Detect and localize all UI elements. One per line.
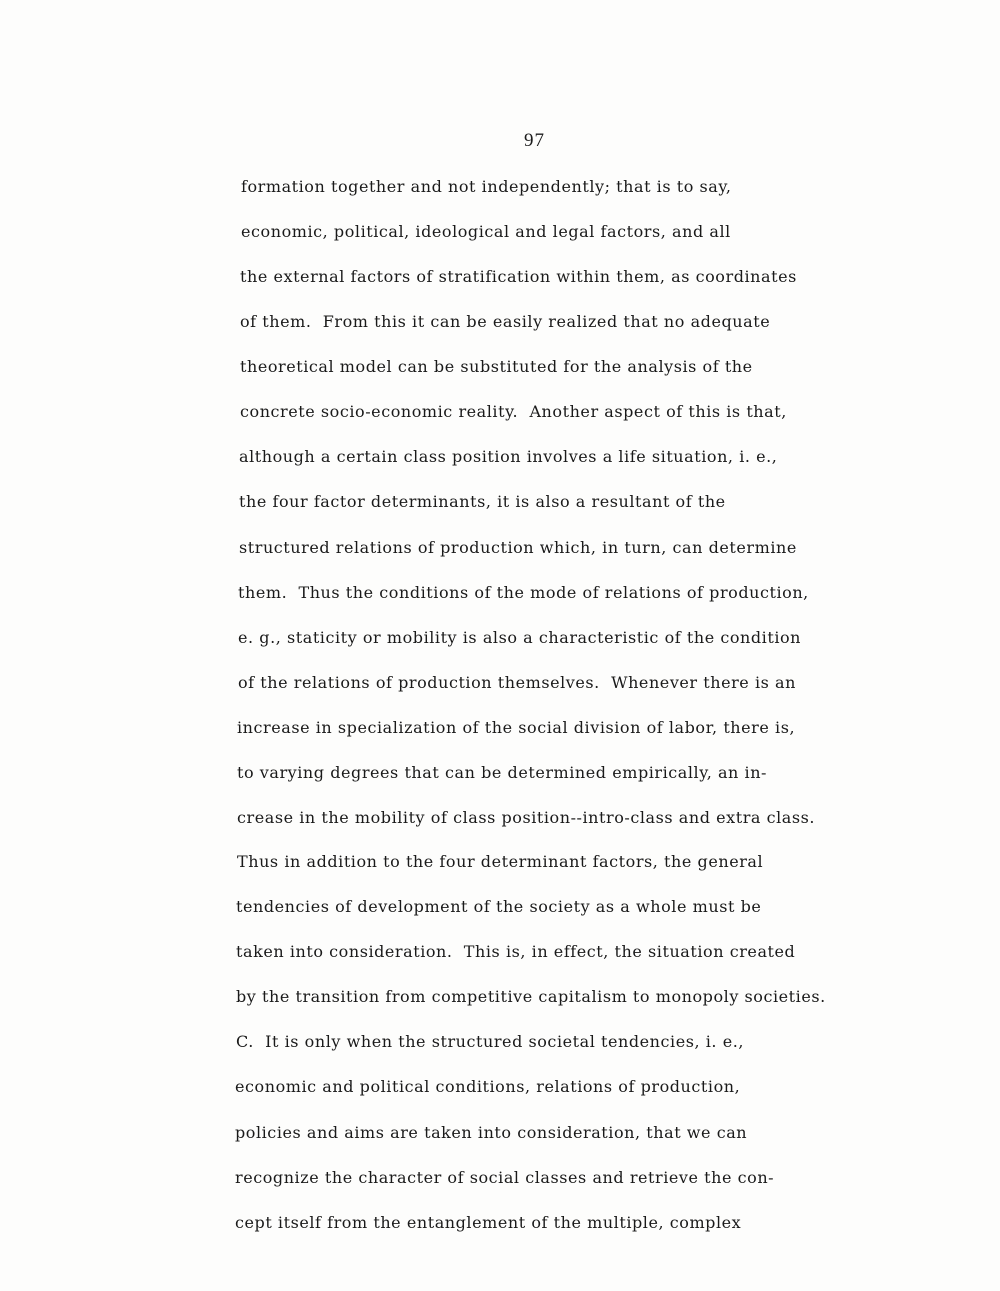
text-line: policies and aims are taken into consideration, that we can xyxy=(235,1123,748,1142)
text-line: economic, political, ideological and legal factors, and all xyxy=(241,222,731,241)
text-line: by the transition from competitive capitalism to monopoly societies. xyxy=(236,987,826,1006)
text-line: concrete socio-economic reality. Another aspect of this is that, xyxy=(240,402,787,421)
text-line: of them. From this it can be easily realized that no adequate xyxy=(240,312,771,331)
text-line: to varying degrees that can be determined empirically, an in- xyxy=(237,763,768,782)
text-line: increase in specialization of the social division of labor, there is, xyxy=(237,718,796,737)
text-line: taken into consideration. This is, in effect, the situation created xyxy=(236,942,796,961)
text-line: economic and political conditions, relations of production, xyxy=(235,1077,741,1096)
text-line: the external factors of stratification within them, as coordinates xyxy=(240,267,797,286)
text-line: theoretical model can be substituted for the analysis of the xyxy=(240,357,753,376)
text-line: of the relations of production themselves. Whenever there is an xyxy=(238,673,796,692)
text-line: cept itself from the entanglement of the multiple, complex xyxy=(235,1213,742,1232)
text-line: formation together and not independently; that is to say, xyxy=(241,177,732,196)
page-number: 97 xyxy=(524,130,545,151)
text-line: although a certain class position involves a life situation, i. e., xyxy=(239,447,778,466)
text-line: tendencies of development of the society as a whole must be xyxy=(236,897,762,916)
text-line: crease in the mobility of class position--intro-class and extra class. xyxy=(237,808,816,827)
text-line: C. It is only when the structured societal tendencies, i. e., xyxy=(236,1032,744,1051)
text-line: e. g., staticity or mobility is also a characteristic of the condition xyxy=(238,628,802,647)
text-line: Thus in addition to the four determinant factors, the general xyxy=(237,852,764,871)
text-line: structured relations of production which, in turn, can determine xyxy=(239,538,797,557)
text-line: them. Thus the conditions of the mode of relations of production, xyxy=(238,583,809,602)
text-line: recognize the character of social classes and retrieve the con- xyxy=(235,1168,775,1187)
text-line: the four factor determinants, it is also a resultant of the xyxy=(239,492,726,511)
